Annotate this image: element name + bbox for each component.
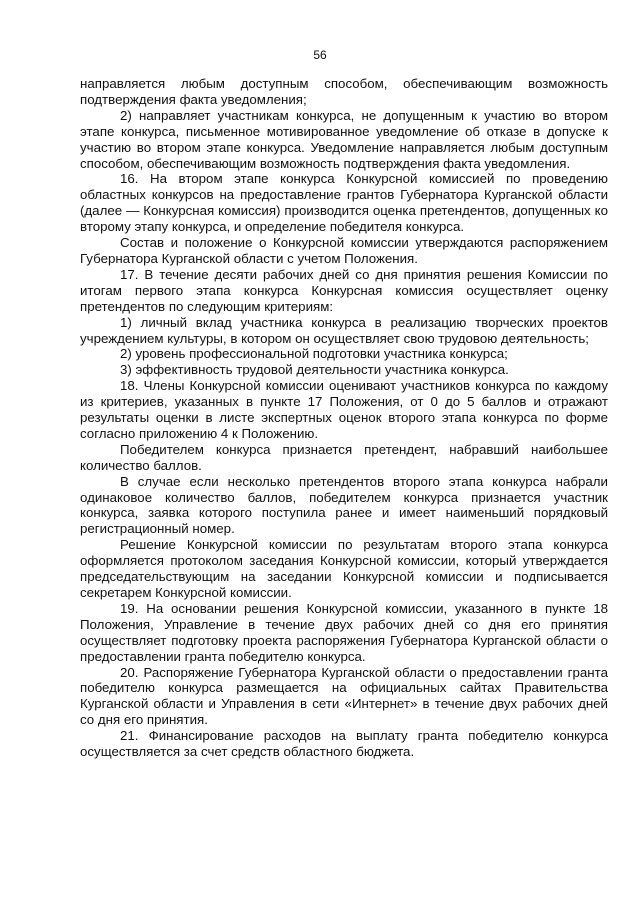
paragraph: 21. Финансирование расходов на выплату гранта победителю конкурса осуществляется за счет средств областного бюджета. (80, 728, 608, 760)
document-body (80, 76, 608, 760)
page-number: 56 (313, 48, 327, 62)
paragraph: 19. На основании решения Конкурсной комиссии, указанного в пункте 18 Положения, Управление в течение двух рабочих дней со дня его принятия осуществляет подготовку проекта распоряжения Губернатора Курганской области о предоставлении гранта победителю конкурса. (80, 600, 608, 664)
paragraph: Решение Конкурсной комиссии по результатам второго этапа конкурса оформляется протоколом заседания Конкурсной комиссии, который утверждается председательствующим на заседании Конкурсной комиссии и подписывается секретарем Конкурсной комиссии. (80, 537, 608, 600)
paragraph: 20. Распоряжение Губернатора Курганской области о предоставлении гранта победителю конкурса размещается на официальных сайтах Правительства Курганской области и Управления в сети «Интернет» в течение двух рабочих дней со дня его принятия. (80, 664, 608, 728)
paragraph: 2) уровень профессиональной подготовки участника конкурса; (120, 346, 508, 362)
paragraph: 17. В течение десяти рабочих дней со дня принятия решения Комиссии по итогам первого этапа конкурса Конкурсная комиссия осуществляет оценку претендентов по следующим критериям: (80, 266, 608, 314)
paragraph: 2) направляет участникам конкурса, не допущенным к участию во втором этапе конкурса, письменное мотивированное уведомление об отказе в допуске к участию во втором этапе конкурса. Уведомление направляется любым доступным способом, обеспечивающим возможность подтверждения факта уведомления. (80, 107, 608, 171)
paragraph: Победителем конкурса признается претендент, набравший наибольшее количество баллов. (80, 441, 608, 473)
paragraph: 18. Члены Конкурсной комиссии оценивают участников конкурса по каждому из критериев, указанных в пункте 17 Положения, от 0 до 5 баллов и отражают результаты оценки в листе экспертных оценок второго этапа конкурса по форме согласно приложению 4 к Положению. (80, 378, 608, 441)
paragraph: Состав и положение о Конкурсной комиссии утверждаются распоряжением Губернатора Курганской области с учетом Положения. (80, 235, 608, 266)
paragraph: 16. На втором этапе конкурса Конкурсной комиссией по проведению областных конкурсов на предоставление грантов Губернатора Курганской области (далее — Конкурсная комиссия) производится оценка претендентов, допущенных ко второму этапу конкурса, и определение победителя конкурса. (80, 171, 608, 235)
paragraph: 3) эффективность трудовой деятельности участника конкурса. (120, 362, 509, 378)
paragraph: В случае если несколько претендентов второго этапа конкурса набрали одинаковое количество баллов, победителем конкурса признается участник конкурса, заявка которого поступила ранее и имеет наименьший порядковый регистрационный номер. (80, 473, 608, 537)
paragraph: 1) личный вклад участника конкурса в реализацию творческих проектов учреждением культуры, в котором он осуществляет свою трудовою деятельность; (80, 314, 608, 346)
paragraph: направляется любым доступным способом, обеспечивающим возможность подтверждения факта уведомления; (80, 76, 608, 107)
